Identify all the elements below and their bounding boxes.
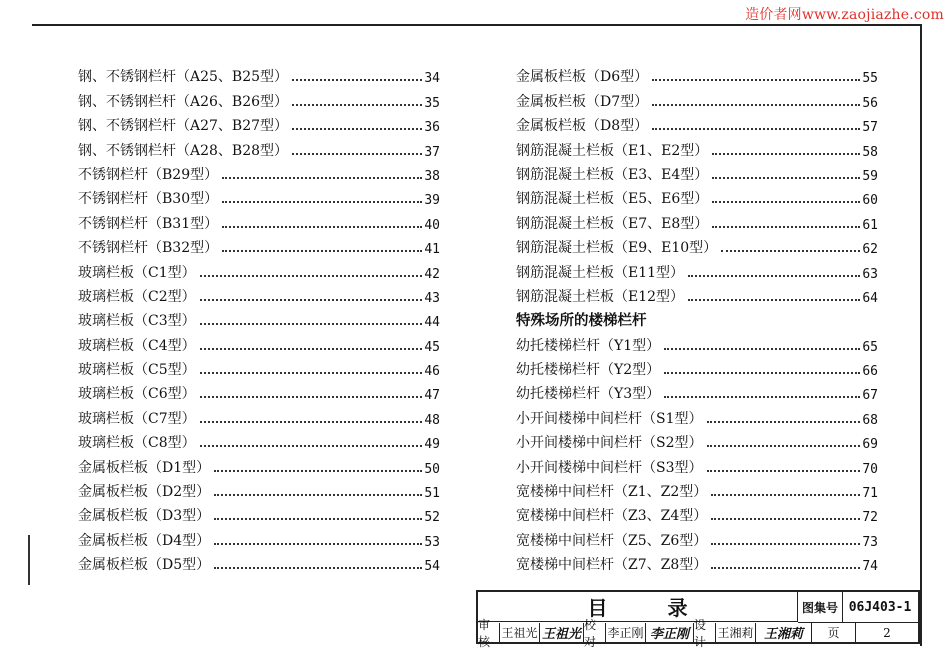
entry-name: 幼托楼梯栏杆	[516, 362, 600, 379]
dot-leader	[200, 299, 423, 301]
reviewer-signature: 王祖光	[540, 623, 584, 642]
entry-name: 小开间楼梯中间栏杆	[516, 435, 642, 452]
toc-section-heading	[516, 306, 878, 330]
entry-page-number: 73	[862, 534, 878, 550]
entry-type: （D8型）	[586, 118, 649, 135]
entry-name: 玻璃栏板	[78, 362, 134, 379]
toc-entry	[78, 86, 440, 110]
dot-leader	[707, 445, 861, 447]
toc-entry	[516, 428, 878, 452]
dot-leader	[292, 128, 422, 130]
entry-type: （Z7、Z8型）	[614, 557, 708, 574]
dot-leader	[652, 128, 860, 130]
entry-type: （D7型）	[586, 93, 649, 110]
entry-name: 玻璃栏板	[78, 337, 134, 354]
entry-type: （D5型）	[148, 557, 211, 574]
title-block	[476, 590, 920, 649]
dot-leader	[200, 421, 423, 423]
entry-name: 钢筋混凝土栏板	[516, 191, 614, 208]
dot-leader	[200, 348, 423, 350]
dot-leader	[712, 177, 860, 179]
entry-type: （D6型）	[586, 69, 649, 86]
entry-page-number: 53	[424, 534, 440, 550]
entry-page-number: 39	[424, 193, 440, 209]
entry-type: （Y2型）	[600, 362, 661, 379]
entry-page-number: 47	[424, 388, 440, 404]
entry-title	[78, 335, 196, 355]
entry-name: 不锈钢栏杆	[78, 191, 148, 208]
dot-leader	[222, 250, 422, 252]
entry-name: 钢筋混凝土栏板	[516, 264, 614, 281]
entry-type: （E11型）	[614, 264, 685, 281]
dot-leader	[214, 470, 422, 472]
entry-page-number: 43	[424, 290, 440, 306]
entry-title	[516, 66, 648, 86]
entry-title	[516, 359, 660, 379]
entry-name: 不锈钢栏杆	[78, 240, 148, 257]
dot-leader	[721, 250, 860, 252]
toc-entry	[78, 208, 440, 232]
watermark-text: 造价者网www.zaojiazhe.com	[745, 7, 944, 23]
entry-title	[516, 286, 684, 306]
entry-page-number: 56	[862, 95, 878, 111]
entry-page-number: 68	[862, 412, 878, 428]
entry-page-number: 48	[424, 412, 440, 428]
entry-title	[516, 213, 708, 233]
frame-edge-mark	[28, 535, 30, 585]
entry-page-number: 74	[862, 559, 878, 575]
entry-type: （B30型）	[148, 191, 219, 208]
page-number: 2	[883, 625, 891, 640]
toc-entry	[78, 111, 440, 135]
entry-name: 钢、不锈钢栏杆	[78, 93, 176, 110]
entry-page-number: 52	[424, 510, 440, 526]
entry-title	[516, 237, 717, 257]
entry-title	[78, 310, 196, 330]
entry-type: （B32型）	[148, 240, 219, 257]
entry-type: （Y3型）	[600, 386, 661, 403]
entry-name: 钢筋混凝土栏板	[516, 142, 614, 159]
reviewer-name: 王祖光	[500, 623, 540, 642]
page-label: 页	[812, 623, 856, 642]
toc-entry	[78, 550, 440, 574]
toc-entry	[516, 86, 878, 110]
entry-type: （C6型）	[134, 386, 196, 403]
toc-entry	[78, 62, 440, 86]
entry-page-number: 37	[424, 144, 440, 160]
designer-signature: 王湘莉	[756, 623, 812, 642]
dot-leader	[664, 372, 860, 374]
entry-title	[78, 505, 210, 525]
entry-type: （A26、B26型）	[176, 93, 289, 110]
entry-page-number: 58	[862, 144, 878, 160]
entry-type: （S3型）	[642, 459, 703, 476]
entry-name: 宽楼梯中间栏杆	[516, 484, 614, 501]
entry-title	[516, 408, 703, 428]
entry-title	[516, 481, 707, 501]
toc-entry	[516, 452, 878, 476]
entry-title	[516, 115, 648, 135]
entry-page-number: 49	[424, 437, 440, 453]
entry-type: （E7、E8型）	[614, 215, 709, 232]
entry-page-number: 54	[424, 559, 440, 575]
toc-entry	[516, 477, 878, 501]
entry-type: （Z3、Z4型）	[614, 508, 708, 525]
toc-entry	[516, 550, 878, 574]
entry-page-number: 44	[424, 315, 440, 331]
entry-page-number: 60	[862, 193, 878, 209]
entry-name: 钢筋混凝土栏板	[516, 240, 614, 257]
entry-page-number: 64	[862, 290, 878, 306]
entry-title	[516, 432, 703, 452]
entry-title	[516, 140, 708, 160]
entry-name: 宽楼梯中间栏杆	[516, 532, 614, 549]
title-block-signature-row	[478, 617, 918, 649]
entry-title	[516, 505, 707, 525]
section-heading-text: 特殊场所的楼梯栏杆	[516, 312, 647, 330]
dot-leader	[688, 299, 860, 301]
toc-entry	[78, 282, 440, 306]
dot-leader	[214, 518, 422, 520]
entry-type: （D4型）	[148, 532, 211, 549]
entry-type: （A27、B27型）	[176, 118, 289, 135]
toc-entry	[78, 477, 440, 501]
entry-name: 金属板栏板	[516, 93, 586, 110]
entry-page-number: 63	[862, 266, 878, 282]
entry-page-number: 36	[424, 120, 440, 136]
checker-signature: 李正刚	[646, 623, 694, 642]
entry-page-number: 65	[862, 339, 878, 355]
dot-leader	[214, 567, 422, 569]
entry-title	[78, 140, 288, 160]
entry-page-number: 42	[424, 266, 440, 282]
toc-entry	[78, 525, 440, 549]
entry-title	[516, 188, 708, 208]
entry-page-number: 62	[862, 242, 878, 258]
entry-name: 金属板栏板	[516, 69, 586, 86]
entry-page-number: 34	[424, 71, 440, 87]
entry-title	[516, 530, 707, 550]
toc-entry	[78, 257, 440, 281]
dot-leader	[292, 79, 422, 81]
entry-type: （C7型）	[134, 410, 196, 427]
entry-name: 幼托楼梯栏杆	[516, 386, 600, 403]
entry-name: 金属板栏板	[516, 118, 586, 135]
toc-entry	[516, 282, 878, 306]
entry-title	[78, 115, 288, 135]
entry-page-number: 51	[424, 486, 440, 502]
entry-page-number: 59	[862, 168, 878, 184]
entry-name: 金属板栏板	[78, 484, 148, 501]
toc-entry	[78, 233, 440, 257]
entry-page-number: 67	[862, 388, 878, 404]
toc-entry	[78, 330, 440, 354]
entry-page-number: 46	[424, 364, 440, 380]
entry-page-number: 71	[862, 486, 878, 502]
entry-title	[516, 383, 660, 403]
entry-name: 金属板栏板	[78, 508, 148, 525]
dot-leader	[200, 396, 423, 398]
entry-name: 小开间楼梯中间栏杆	[516, 410, 642, 427]
toc-right-column	[516, 62, 878, 574]
atlas-number-label: 图集号	[798, 592, 843, 623]
entry-name: 钢、不锈钢栏杆	[78, 142, 176, 159]
entry-title	[78, 286, 196, 306]
entry-type: （E12型）	[614, 288, 685, 305]
entry-type: （S1型）	[642, 410, 703, 427]
entry-title	[78, 408, 196, 428]
entry-name: 钢筋混凝土栏板	[516, 166, 614, 183]
atlas-number-value: 06J403-1	[842, 592, 918, 623]
toc-entry	[516, 379, 878, 403]
toc-entry	[516, 525, 878, 549]
dot-leader	[712, 201, 860, 203]
entry-name: 钢、不锈钢栏杆	[78, 118, 176, 135]
dot-leader	[712, 226, 860, 228]
toc-entry	[78, 403, 440, 427]
toc-entry	[516, 62, 878, 86]
entry-type: （S2型）	[642, 435, 703, 452]
entry-type: （C1型）	[134, 264, 196, 281]
entry-title	[516, 554, 707, 574]
check-label: 校对	[584, 623, 606, 642]
dot-leader	[652, 79, 860, 81]
entry-type: （C3型）	[134, 313, 196, 330]
checker-name: 李正刚	[606, 623, 646, 642]
toc-entry	[516, 135, 878, 159]
toc-entry	[78, 452, 440, 476]
entry-type: （D2型）	[148, 484, 211, 501]
entry-type: （B29型）	[148, 166, 219, 183]
toc-entry	[78, 501, 440, 525]
entry-title	[78, 457, 210, 477]
review-label: 审核	[478, 623, 500, 642]
entry-title	[78, 262, 196, 282]
toc-entry	[516, 501, 878, 525]
entry-page-number: 45	[424, 339, 440, 355]
entry-title	[78, 481, 210, 501]
entry-type: （D3型）	[148, 508, 211, 525]
entry-page-number: 41	[424, 242, 440, 258]
dot-leader	[200, 275, 423, 277]
entry-name: 玻璃栏板	[78, 435, 134, 452]
entry-type: （C8型）	[134, 435, 196, 452]
entry-title	[78, 237, 218, 257]
entry-title	[78, 213, 218, 233]
entry-page-number: 35	[424, 95, 440, 111]
dot-leader	[688, 275, 860, 277]
entry-name: 宽楼梯中间栏杆	[516, 557, 614, 574]
entry-name: 玻璃栏板	[78, 313, 134, 330]
entry-page-number: 40	[424, 217, 440, 233]
entry-title	[516, 457, 703, 477]
entry-type: （C2型）	[134, 288, 196, 305]
toc-entry	[516, 233, 878, 257]
dot-leader	[711, 567, 860, 569]
toc-entry	[516, 208, 878, 232]
toc-entry	[516, 355, 878, 379]
dot-leader	[711, 543, 860, 545]
entry-name: 金属板栏板	[78, 557, 148, 574]
toc-entry	[78, 306, 440, 330]
entry-title	[516, 262, 684, 282]
entry-page-number: 61	[862, 217, 878, 233]
dot-leader	[222, 201, 422, 203]
entry-title	[78, 530, 210, 550]
dot-leader	[200, 372, 423, 374]
dot-leader	[200, 445, 423, 447]
entry-page-number: 50	[424, 461, 440, 477]
toc-entry	[516, 330, 878, 354]
entry-name: 小开间楼梯中间栏杆	[516, 459, 642, 476]
toc-entry	[516, 257, 878, 281]
entry-page-number: 57	[862, 120, 878, 136]
toc-entry	[516, 184, 878, 208]
toc-entry	[78, 160, 440, 184]
entry-name: 钢、不锈钢栏杆	[78, 69, 176, 86]
toc-entry	[516, 403, 878, 427]
entry-name: 钢筋混凝土栏板	[516, 215, 614, 232]
entry-title	[516, 91, 648, 111]
entry-type: （Y1型）	[600, 337, 661, 354]
entry-title	[78, 66, 288, 86]
entry-title	[78, 164, 218, 184]
entry-type: （B31型）	[148, 215, 219, 232]
dot-leader	[222, 226, 422, 228]
entry-name: 金属板栏板	[78, 459, 148, 476]
entry-type: （E5、E6型）	[614, 191, 709, 208]
toc-entry	[516, 111, 878, 135]
dot-leader	[292, 104, 422, 106]
entry-title	[516, 164, 708, 184]
entry-type: （D1型）	[148, 459, 211, 476]
toc-entry	[78, 184, 440, 208]
entry-name: 宽楼梯中间栏杆	[516, 508, 614, 525]
dot-leader	[707, 421, 861, 423]
entry-name: 幼托楼梯栏杆	[516, 337, 600, 354]
dot-leader	[707, 470, 861, 472]
entry-title	[78, 359, 196, 379]
entry-name: 玻璃栏板	[78, 410, 134, 427]
entry-type: （E1、E2型）	[614, 142, 709, 159]
dot-leader	[711, 494, 860, 496]
entry-name: 玻璃栏板	[78, 264, 134, 281]
entry-name: 不锈钢栏杆	[78, 215, 148, 232]
entry-type: （E9、E10型）	[614, 240, 718, 257]
design-label: 设计	[694, 623, 716, 642]
entry-type: （A28、B28型）	[176, 142, 289, 159]
toc-entry	[78, 428, 440, 452]
dot-leader	[214, 543, 422, 545]
dot-leader	[652, 104, 860, 106]
dot-leader	[214, 494, 422, 496]
entry-type: （C4型）	[134, 337, 196, 354]
entry-page-number: 69	[862, 437, 878, 453]
title-block-title: 目录	[478, 592, 798, 622]
entry-name: 玻璃栏板	[78, 386, 134, 403]
entry-name: 钢筋混凝土栏板	[516, 288, 614, 305]
entry-type: （A25、B25型）	[176, 69, 289, 86]
entry-page-number: 55	[862, 71, 878, 87]
dot-leader	[712, 153, 860, 155]
toc-entry	[78, 135, 440, 159]
dot-leader	[711, 518, 860, 520]
entry-name: 金属板栏板	[78, 532, 148, 549]
designer-name: 王湘莉	[716, 623, 756, 642]
entry-title	[516, 335, 660, 355]
entry-page-number: 38	[424, 168, 440, 184]
entry-title	[78, 383, 196, 403]
entry-name: 不锈钢栏杆	[78, 166, 148, 183]
dot-leader	[292, 153, 422, 155]
entry-title	[78, 91, 288, 111]
dot-leader	[664, 396, 860, 398]
entry-page-number: 72	[862, 510, 878, 526]
entry-type: （E3、E4型）	[614, 166, 709, 183]
entry-title	[78, 188, 218, 208]
entry-page-number: 66	[862, 364, 878, 380]
toc-entry	[516, 160, 878, 184]
entry-page-number: 70	[862, 461, 878, 477]
entry-type: （C5型）	[134, 362, 196, 379]
entry-title	[78, 554, 210, 574]
toc-left-column	[78, 62, 440, 574]
entry-name: 玻璃栏板	[78, 288, 134, 305]
entry-title	[78, 432, 196, 452]
toc-entry	[78, 379, 440, 403]
dot-leader	[222, 177, 422, 179]
entry-type: （Z5、Z6型）	[614, 532, 708, 549]
entry-type: （Z1、Z2型）	[614, 484, 708, 501]
toc-entry	[78, 355, 440, 379]
dot-leader	[200, 323, 423, 325]
dot-leader	[664, 348, 860, 350]
